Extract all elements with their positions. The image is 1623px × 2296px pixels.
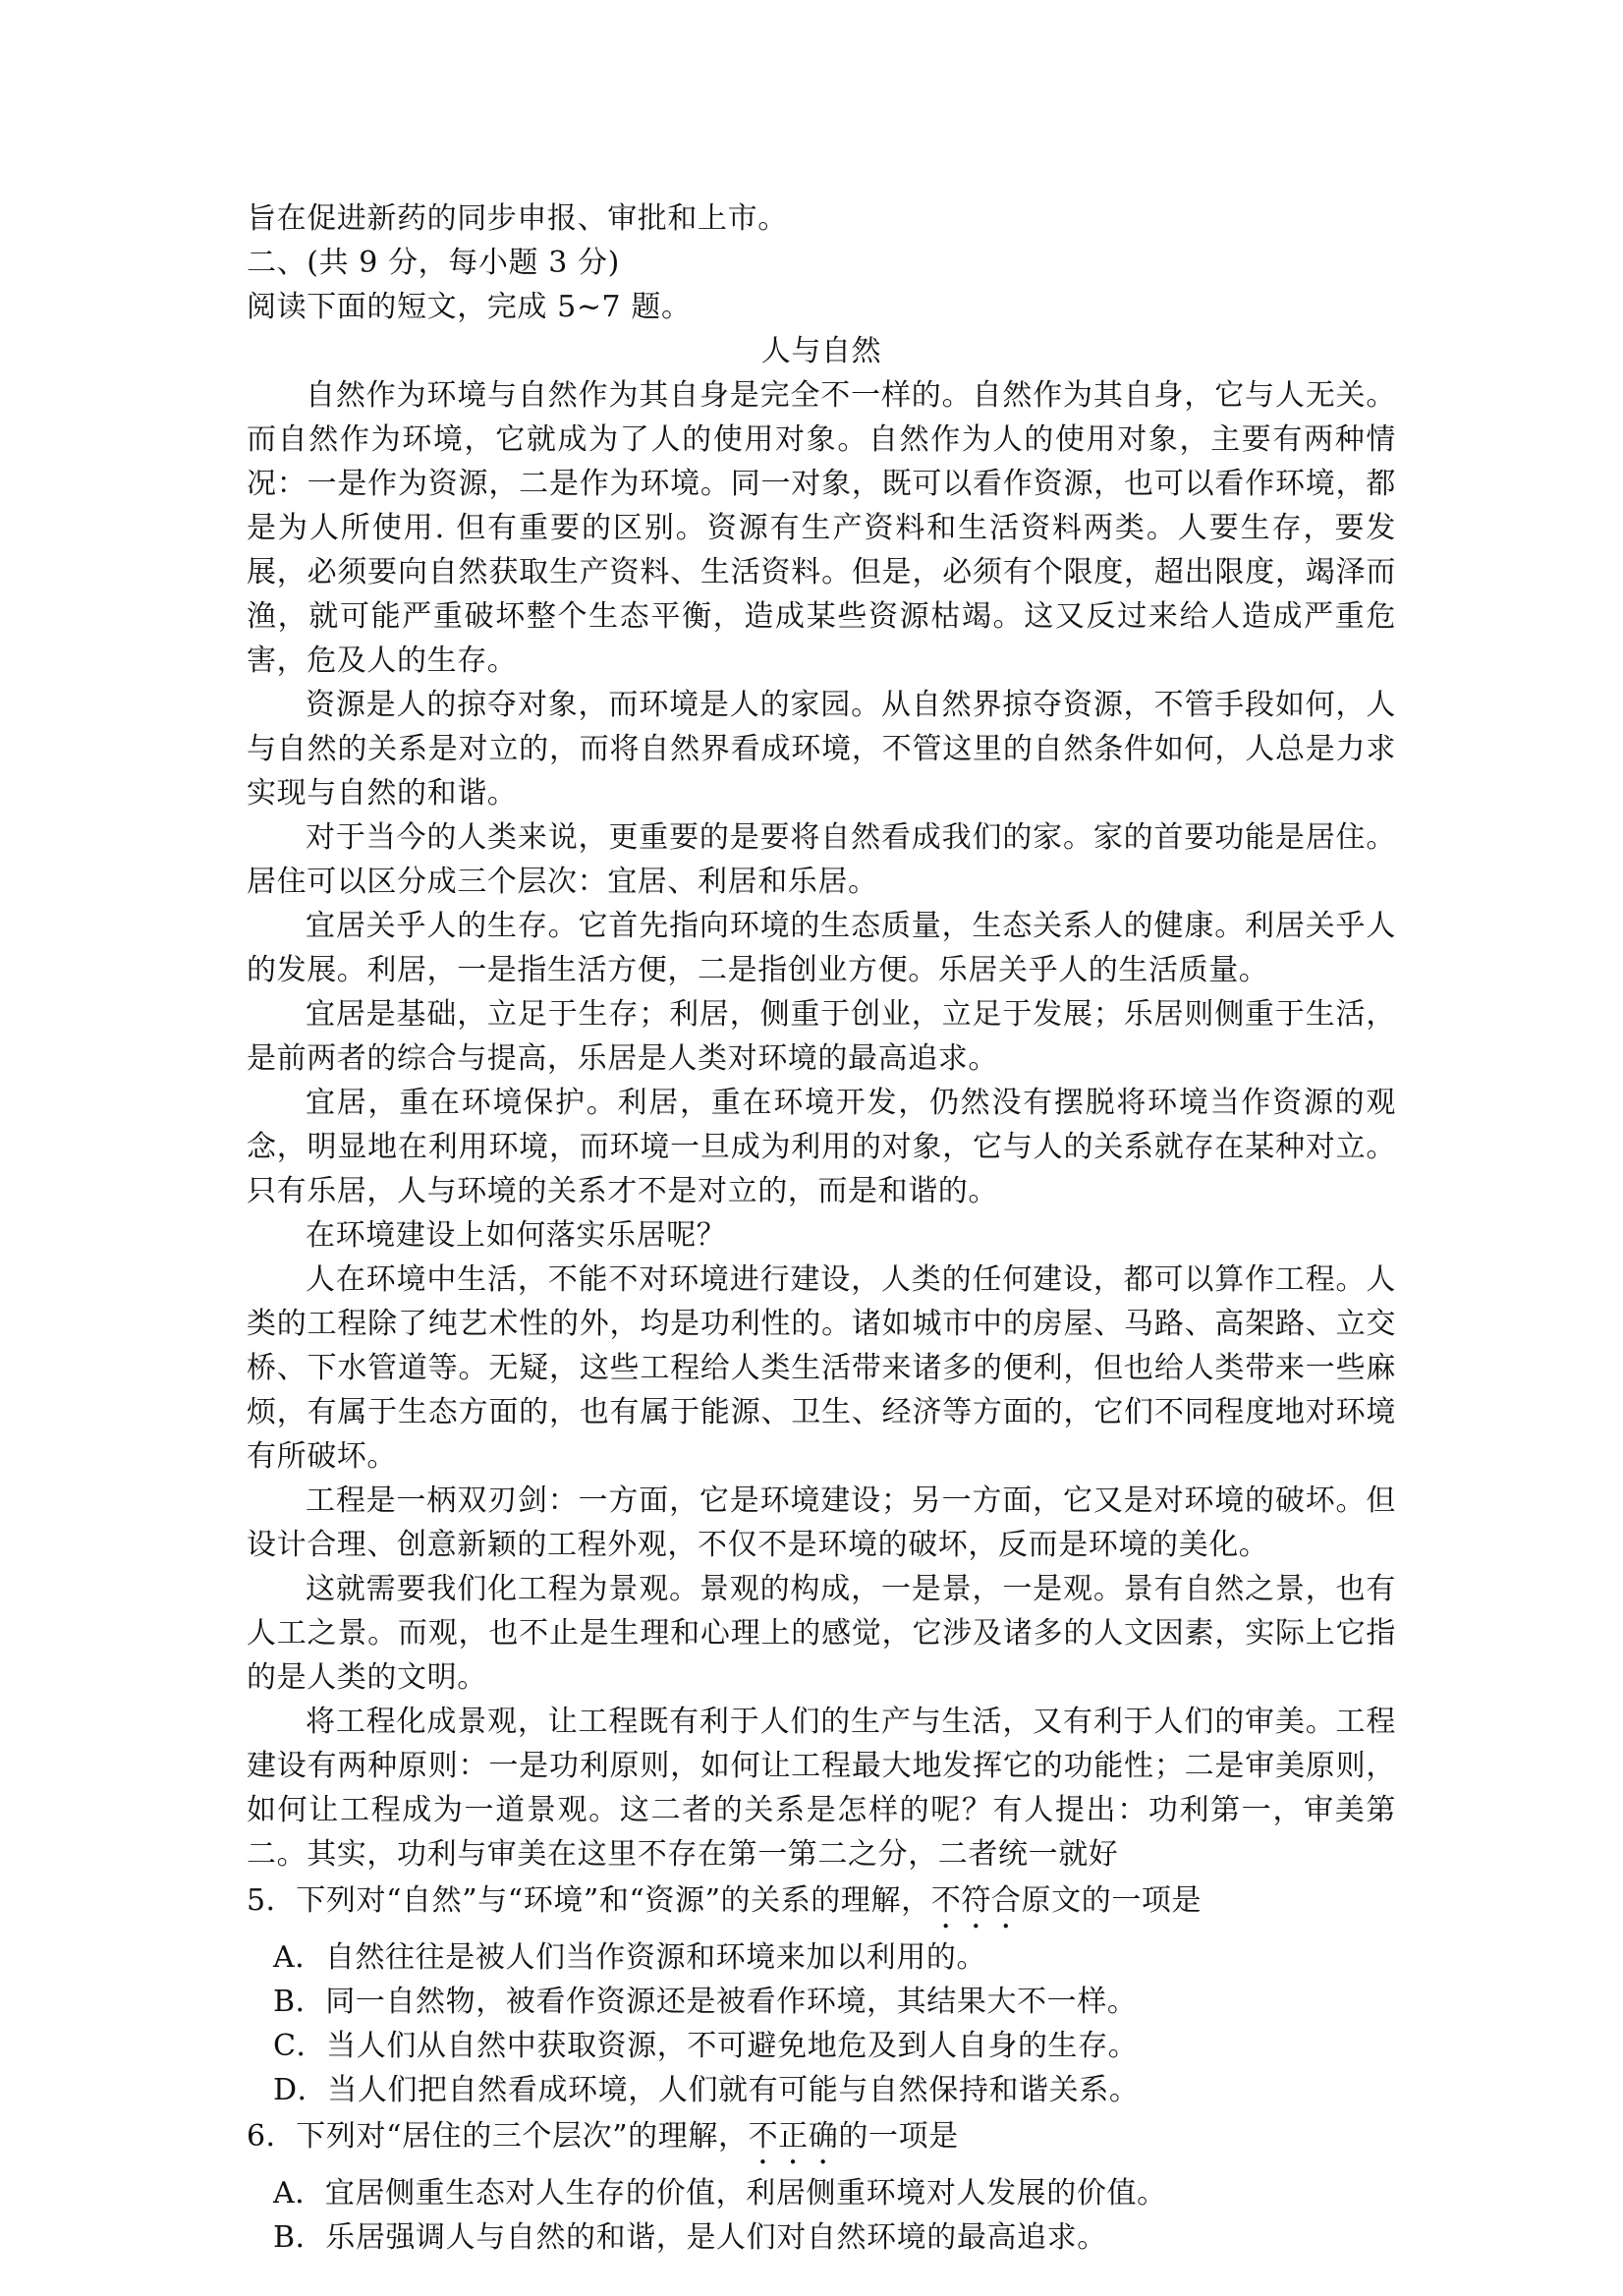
article-paragraph: 资源是人的掠夺对象，而环境是人的家园。从自然界掠夺资源，不管手段如何，人与自然的关系是对立的，而将自然界看成环境，不管这里的自然条件如何，人总是力求实现与自然的和谐。 — [247, 688, 1396, 811]
question-5-suffix: 原文的一项是 — [1021, 1883, 1203, 1918]
article-paragraph: 将工程化成景观，让工程既有利于人们的生产与生活，又有利于人们的审美。工程建设有两种原则：一是功利原则，如何让工程最大地发挥它的功能性；二是审美原则，如何让工程成为一道景观。这二者的关系是怎样的呢？有人提出：功利第一，审美第二。其实，功利与审美在这里不存在第一第二之分，二者统一就好 — [247, 1705, 1396, 1872]
section-heading: 二、(共 9 分，每小题 3 分) — [247, 246, 620, 280]
article-paragraph: 宜居，重在环境保护。利居，重在环境开发，仍然没有摆脱将环境当作资源的观念，明显地在利用环境，而环境一旦成为利用的对象，它与人的关系就存在某种对立。只有乐居，人与环境的关系才不是对立的，而是和谐的。 — [247, 1086, 1396, 1208]
question-5-option-c: C．当人们从自然中获取资源，不可避免地危及到人自身的生存。 — [273, 2029, 1139, 2063]
question-5-option-a: A．自然往往是被人们当作资源和环境来加以利用的。 — [273, 1940, 987, 1975]
question-6 — [247, 2114, 1396, 2171]
article-paragraph: 工程是一柄双刃剑：一方面，它是环境建设；另一方面，它又是对环境的破坏。但设计合理、创意新颖的工程外观，不仅不是环境的破坏，反而是环境的美化。 — [247, 1484, 1396, 1562]
question-6-emphasis: 不正确 — [748, 2119, 839, 2154]
article-paragraph: 宜居是基础，立足于生存；利居，侧重于创业，立足于发展；乐居则侧重于生活，是前两者的综合与提高，乐居是人类对环境的最高追求。 — [247, 997, 1396, 1076]
question-5-prefix: 5．下列对“自然”与“环境”和“资源”的关系的理解， — [247, 1883, 931, 1918]
question-6-suffix: 的一项是 — [838, 2119, 959, 2154]
question-6-option-b: B．乐居强调人与自然的和谐，是人们对自然环境的最高追求。 — [273, 2220, 1107, 2255]
reading-instruction: 阅读下面的短文，完成 5~7 题。 — [247, 290, 692, 324]
article-title: 人与自然 — [760, 334, 882, 368]
article-paragraph: 在环境建设上如何落实乐居呢？ — [306, 1218, 727, 1253]
question-6-prefix: 6．下列对“居住的三个层次”的理解， — [247, 2119, 749, 2154]
question-5-emphasis: 不符合 — [930, 1883, 1022, 1918]
question-5 — [247, 1878, 1396, 1935]
question-5-option-b: B．同一自然物，被看作资源还是被看作环境，其结果大不一样。 — [273, 1985, 1138, 2019]
article-paragraph: 对于当今的人类来说，更重要的是要将自然看成我们的家。家的首要功能是居住。居住可以区分成三个层次：宜居、利居和乐居。 — [247, 820, 1396, 899]
page-content — [247, 196, 1396, 2260]
article-paragraph: 这就需要我们化工程为景观。景观的构成，一是景，一是观。景有自然之景，也有人工之景。而观，也不止是生理和心理上的感觉，它涉及诸多的人文因素，实际上它指的是人类的文明。 — [247, 1572, 1396, 1695]
question-6-option-a: A．宜居侧重生态对人生存的价值，利居侧重环境对人发展的价值。 — [273, 2176, 1167, 2211]
article-paragraph: 人在环境中生活，不能不对环境进行建设，人类的任何建设，都可以算作工程。人类的工程除了纯艺术性的外，均是功利性的。诸如城市中的房屋、马路、高架路、立交桥、下水管道等。无疑，这些工程给人类生活带来诸多的便利，但也给人类带来一些麻烦，有属于生态方面的，也有属于能源、卫生、经济等方面的，它们不同程度地对环境有所破坏。 — [247, 1262, 1396, 1474]
article-paragraph: 自然作为环境与自然作为其自身是完全不一样的。自然作为其自身，它与人无关。而自然作为环境，它就成为了人的使用对象。自然作为人的使用对象，主要有两种情况：一是作为资源，二是作为环境。同一对象，既可以看作资源，也可以看作环境，都是为人所使用. 但有重要的区别。资源有生产资料和生活资料两类。人要生存，要发展，必须要向自然获取生产资料、生活资料。但是，必须有个限度，超出限度，竭泽而渔，就可能严重破坏整个生态平衡，造成某些资源枯竭。这又反过来给人造成严重危害，危及人的生存。 — [247, 378, 1396, 678]
question-5-option-d: D．当人们把自然看成环境，人们就有可能与自然保持和谐关系。 — [273, 2073, 1140, 2107]
header-line-1: 旨在促进新药的同步申报、审批和上市。 — [247, 201, 788, 236]
article-paragraph: 宜居关乎人的生存。它首先指向环境的生态质量，生态关系人的健康。利居关乎人的发展。利居，一是指生活方便，二是指创业方便。乐居关乎人的生活质量。 — [247, 909, 1396, 987]
